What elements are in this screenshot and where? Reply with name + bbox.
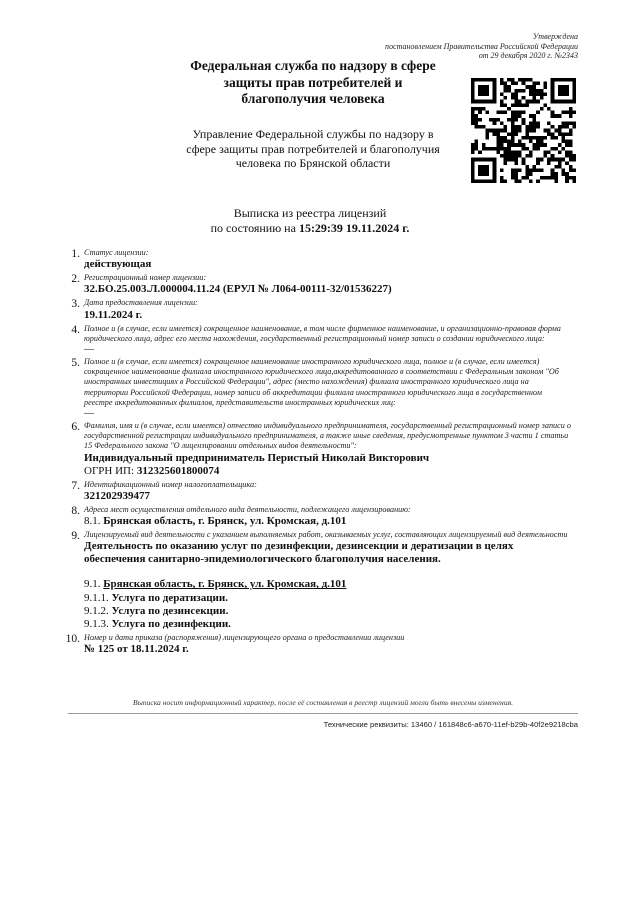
address-number: 8.1. [84, 515, 101, 528]
item-value: 321202939477 [84, 489, 150, 502]
office-name: Управление Федеральной службы по надзору в сфере защиты прав потребителей и благополучия человека по Брянской области [186, 127, 440, 170]
item-legal-entity [62, 324, 572, 355]
approval-line-1: Утверждена [532, 32, 578, 41]
item-label: Дата предоставления лицензии: [84, 298, 198, 308]
item-label: Полное и (в случае, если имеется) сокращенное наименование, в том числе фирменное наименование, и организационно-правовая форма юридического лица, адрес его места нахождения, государственный регистрационный номер записи о создании юридического лица: [84, 323, 561, 343]
address-value: Брянская область, г. Брянск, ул. Кромская, д.101 [103, 515, 347, 528]
service-item [84, 592, 572, 605]
license-items [62, 248, 572, 658]
extract-title: Выписка из реестра лицензий [233, 206, 387, 220]
item-number: 2. [71, 273, 80, 286]
item-reg-number [62, 273, 572, 296]
item-label: Полное и (в случае, если имеется) сокращенное наименование иностранного юридического лица, полное и (в случае, если имеется) сокращенное наименование филиала иностранного юридического лица,аккредитованного в соответствии с Федеральным законом "Об иностранных инвестициях в Российской Федерации", адрес (место нахождения) филиала иностранного юридического лица на территории Российской Федерации, номер записи об аккредитации филиала иностранного юридического лица в государственном реестре аккредитованных филиалов, представительств иностранных юридических лиц: [84, 357, 559, 407]
item-addresses [62, 505, 572, 528]
extract-heading [100, 206, 520, 235]
item-entrepreneur [62, 421, 572, 478]
item-number: 4. [71, 323, 80, 336]
item-label: Адреса мест осуществления отдельного вида деятельности, подлежащего лицензированию: [84, 504, 411, 514]
item-value: — [84, 344, 94, 356]
service-item [84, 618, 572, 631]
item-issue-date [62, 298, 572, 321]
disclaimer: Выписка носит информационный характер, после её составления в реестр лицензий могли быть внесены изменения. [132, 698, 514, 707]
item-number: 8. [71, 504, 80, 517]
item-number: 6. [71, 421, 80, 434]
item-foreign-entity [62, 357, 572, 419]
item-number: 5. [71, 357, 80, 370]
extract-date [100, 221, 520, 236]
item-number: 7. [71, 479, 80, 492]
item-order [62, 633, 572, 656]
place-number: 9.1. [84, 578, 101, 591]
activity-place [84, 578, 572, 591]
qr-code-icon [471, 78, 576, 183]
item-number: 9. [71, 530, 80, 543]
service-number: 9.1.3. [84, 618, 109, 631]
item-label: Регистрационный номер лицензии: [84, 273, 207, 283]
approval-note [298, 32, 578, 61]
service-text: Услуга по дератизации. [111, 591, 228, 604]
item-label: Лицензируемый вид деятельности с указанием выполняемых работ, оказываемых услуг, составляющих лицензируемый вид деятельности [84, 530, 568, 540]
item-number: 1. [71, 248, 80, 260]
item-label: Номер и дата приказа (распоряжения) лицензирующего органа о предоставлении лицензии [84, 633, 405, 643]
entrepreneur-name: Индивидуальный предприниматель Перистый Николай Викторович [84, 451, 430, 464]
ogrn-line [84, 465, 572, 478]
item-value: действующая [84, 258, 152, 271]
item-value: 19.11.2024 г. [84, 308, 143, 321]
item-value: № 125 от 18.11.2024 г. [84, 643, 189, 656]
service-text: Услуга по дезинсекции. [111, 604, 229, 617]
service-number: 9.1.2. [84, 604, 109, 617]
extract-date-value: 15:29:39 19.11.2024 г. [298, 220, 410, 235]
approval-line-2: постановлением Правительства Российской Федерации [385, 41, 578, 51]
technical-details: Технические реквизиты: 13460 / 161848c6-a670-11ef-b29b-40f2e9218cba [323, 720, 578, 729]
activity-value: Деятельность по оказанию услуг по дезинфекции, дезинсекции и дератизации в целях обеспечения санитарно-эпидемиологического благополучия населения. [84, 540, 514, 566]
service-text: Услуга по дезинфекции. [111, 618, 231, 631]
item-number: 10. [65, 633, 80, 646]
extract-date-prefix: по состоянию на [210, 220, 296, 235]
item-activity [62, 530, 572, 631]
item-label: Фамилия, имя и (в случае, если имеется) отчество индивидуального предпринимателя, государственный регистрационный номер записи о государственной регистрации индивидуального предпринимателя, а также иные сведения, предусмотренные пунктом 3 части 1 статьи 15 Федерального закона "О лицензировании отдельных видов деятельности": [84, 421, 571, 451]
divider [68, 713, 578, 714]
approval-line-3: от 29 декабря 2020 г. №2343 [478, 51, 578, 61]
item-value: — [84, 408, 94, 420]
ogrn-value: 312325601800074 [136, 464, 220, 477]
agency-name: Федеральная служба по надзору в сфере защиты прав потребителей и благополучия человека [190, 58, 436, 106]
item-number: 3. [71, 298, 80, 311]
item-label: Идентификационный номер налогоплательщика: [84, 479, 257, 489]
service-item [84, 605, 572, 618]
address-line [84, 515, 572, 528]
item-inn [62, 480, 572, 503]
service-number: 9.1.1. [84, 591, 109, 604]
item-value: 32.БО.25.003.Л.000004.11.24 (ЕРУЛ № Л064-00111-32/01536227) [84, 283, 392, 296]
place-value: Брянская область, г. Брянск, ул. Кромская, д.101 [103, 578, 347, 591]
ogrn-label: ОГРН ИП: [84, 464, 135, 477]
item-label: Статус лицензии: [84, 248, 149, 257]
item-status [62, 248, 572, 271]
